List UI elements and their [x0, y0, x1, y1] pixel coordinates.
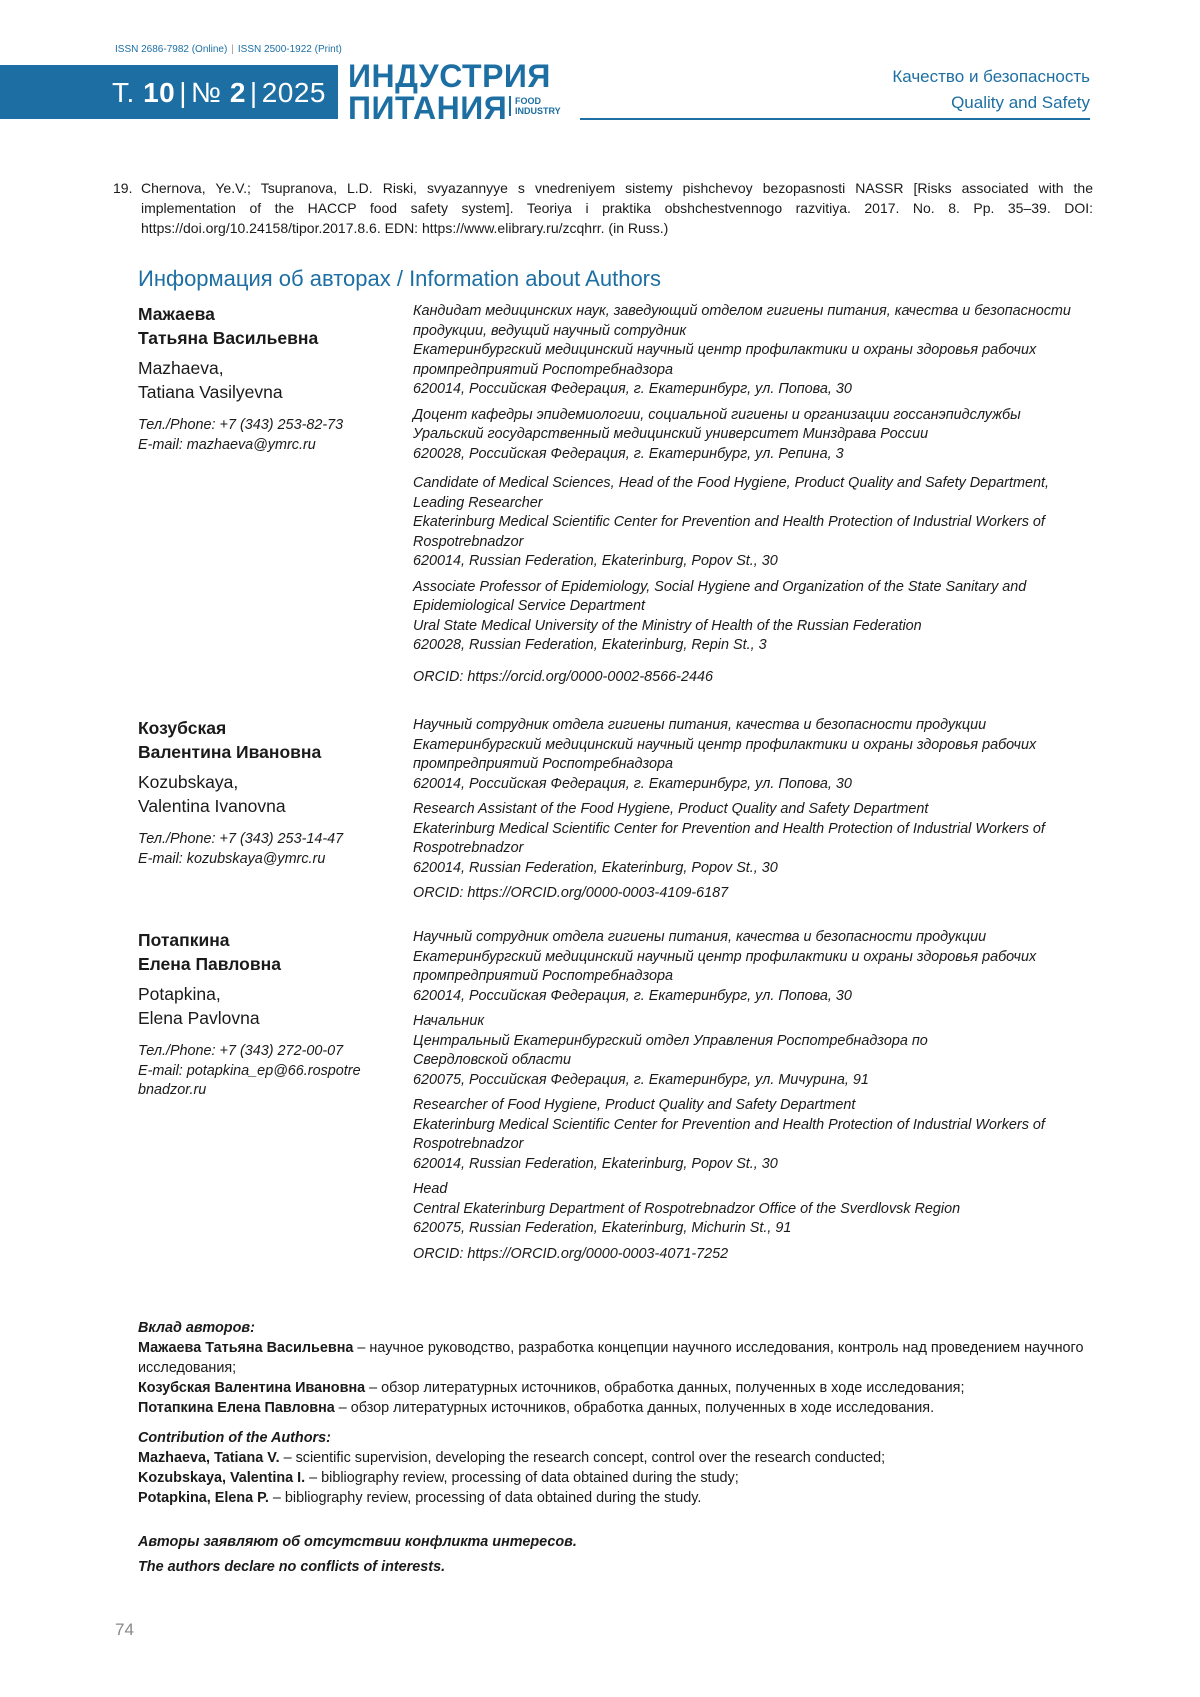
- contrib-ru-item: Козубская Валентина Ивановна – обзор литературных источников, обработка данных, полученных в ходе исследования;: [138, 1378, 1098, 1398]
- logo-line-1: ИНДУСТРИЯ: [348, 60, 551, 92]
- author-orcid: ORCID: https://ORCID.org/0000-0003-4109-6187: [413, 884, 1103, 904]
- header-rule: [580, 118, 1090, 120]
- contrib-en-heading: Contribution of the Authors:: [138, 1428, 1098, 1448]
- author-name-en: Kozubskaya, Valentina Ivanovna: [138, 770, 398, 818]
- contrib-en-item: Mazhaeva, Tatiana V. – scientific supervision, developing the research concept, control over the research conducted;: [138, 1448, 1098, 1468]
- contrib-ru-item: Потапкина Елена Павловна – обзор литературных источников, обработка данных, полученных в ходе исследования.: [138, 1398, 1098, 1418]
- volume-banner: Т. 10 | № 2 | 2025: [0, 65, 338, 119]
- contrib-ru-item: Мажаева Татьяна Васильевна – научное руководство, разработка концепции научного исследования, контроль над проведением научного исследования;: [138, 1338, 1098, 1378]
- contrib-en-item: Kozubskaya, Valentina I. – bibliography review, processing of data obtained during the study;: [138, 1468, 1098, 1488]
- affiliation-block: Associate Professor of Epidemiology, Social Hygiene and Organization of the State Sanitary and Epidemiological Service Department Ural State Medical University of the Ministry of Health of the Russian Federation 620028, Russian Federation, Ekaterinburg, Repin St., 3: [413, 578, 1103, 656]
- issn-online: ISSN 2686-7982 (Online): [115, 44, 227, 55]
- declare-en: The authors declare no conflicts of interests.: [138, 1555, 577, 1580]
- issue-number: 2: [230, 77, 246, 108]
- author-contacts: [138, 1042, 398, 1101]
- volume-t: Т.: [112, 77, 135, 108]
- affiliation-block: Кандидат медицинских наук, заведующий отделом гигиены питания, качества и безопасности продукции, ведущий научный сотрудник Екатеринбургский медицинский научный центр профилактики и охраны здоровья рабочих промпредприятий Роспотребнадзора 620014, Российская Федерация, г. Екатеринбург, ул. Попова, 30: [413, 302, 1103, 400]
- author-affiliations: [413, 716, 1103, 904]
- author-email: E-mail: potapkina_ep@66.rospotrebnadzor.ru: [138, 1062, 368, 1101]
- author-email: E-mail: mazhaeva@ymrc.ru: [138, 436, 398, 456]
- affiliation-block: Research Assistant of the Food Hygiene, Product Quality and Safety Department Ekaterinburg Medical Scientific Center for Prevention and Health Protection of Industrial Workers of Rospotrebnadzor 620014, Russian Federation, Ekaterinburg, Popov St., 30: [413, 800, 1103, 878]
- logo-sub-food: FOOD: [515, 96, 561, 106]
- author-phone: Тел./Phone: +7 (343) 253-14-47: [138, 830, 398, 850]
- logo-line-2: ПИТАНИЯ: [348, 92, 551, 124]
- logo-sub-industry: INDUSTRY: [515, 106, 561, 116]
- author-contacts: [138, 830, 398, 869]
- affiliation-block: Научный сотрудник отдела гигиены питания, качества и безопасности продукции Екатеринбургский медицинский научный центр профилактики и охраны здоровья рабочих промпредприятий Роспотребнадзора 620014, Российская Федерация, г. Екатеринбург, ул. Попова, 30: [413, 716, 1103, 794]
- author-name-ru: Козубская Валентина Ивановна: [138, 716, 398, 764]
- conflict-declaration: [138, 1530, 577, 1580]
- author-orcid: ORCID: https://ORCID.org/0000-0003-4071-7252: [413, 1245, 1103, 1265]
- reference-number: 19.: [113, 178, 132, 198]
- affiliation-block: Candidate of Medical Sciences, Head of the Food Hygiene, Product Quality and Safety Department, Leading Researcher Ekaterinburg Medical Scientific Center for Prevention and Health Protection of Industrial Workers of Rospotrebnadzor 620014, Russian Federation, Ekaterinburg, Popov St., 30: [413, 474, 1103, 572]
- page-number: 74: [115, 1620, 134, 1640]
- author-affiliations: [413, 302, 1103, 687]
- reference-item: [113, 178, 1093, 238]
- affiliation-block: Researcher of Food Hygiene, Product Quality and Safety Department Ekaterinburg Medical Scientific Center for Prevention and Health Protection of Industrial Workers of Rospotrebnadzor 620014, Russian Federation, Ekaterinburg, Popov St., 30: [413, 1096, 1103, 1174]
- author-name-en: Mazhaeva, Tatiana Vasilyevna: [138, 356, 398, 404]
- authors-info-title: Информация об авторах / Information about Authors: [138, 266, 661, 292]
- author-name-ru: Потапкина Елена Павловна: [138, 928, 398, 976]
- affiliation-block: Начальник Центральный Екатеринбургский отдел Управления Роспотребнадзора по Свердловской области 620075, Российская Федерация, г. Екатеринбург, ул. Мичурина, 91: [413, 1012, 1103, 1090]
- affiliation-block: Доцент кафедры эпидемиологии, социальной гигиены и организации госсанэпидслужбы Уральский государственный медицинский университет Минздрава России 620028, Российская Федерация, г. Екатеринбург, ул. Репина, 3: [413, 406, 1103, 465]
- contrib-en-item: Potapkina, Elena P. – bibliography review, processing of data obtained during the study.: [138, 1488, 1098, 1508]
- issue-label: №: [191, 77, 222, 108]
- declare-ru: Авторы заявляют об отсутствии конфликта интересов.: [138, 1530, 577, 1555]
- affiliation-block: Научный сотрудник отдела гигиены питания, качества и безопасности продукции Екатеринбургский медицинский научный центр профилактики и охраны здоровья рабочих промпредприятий Роспотребнадзора 620014, Российская Федерация, г. Екатеринбург, ул. Попова, 30: [413, 928, 1103, 1006]
- author-phone: Тел./Phone: +7 (343) 253-82-73: [138, 416, 398, 436]
- author-affiliations: [413, 928, 1103, 1264]
- section-heading: [892, 64, 1090, 116]
- issn-print: ISSN 2500-1922 (Print): [238, 44, 342, 55]
- logo-subtitle: [509, 96, 561, 116]
- author-contacts: [138, 416, 398, 455]
- section-ru: Качество и безопасность: [892, 64, 1090, 90]
- issn-line: ISSN 2686-7982 (Online) | ISSN 2500-1922 (Print): [115, 44, 342, 55]
- author-email: E-mail: kozubskaya@ymrc.ru: [138, 850, 398, 870]
- author-name-en: Potapkina, Elena Pavlovna: [138, 982, 398, 1030]
- author-name-ru: Мажаева Татьяна Васильевна: [138, 302, 398, 350]
- year: 2025: [262, 77, 326, 108]
- section-en: Quality and Safety: [892, 90, 1090, 116]
- journal-logo: [348, 60, 551, 124]
- reference-text: Chernova, Ye.V.; Tsupranova, L.D. Riski, svyazannyye s vnedreniyem sistemy pishchevoy bezopasnosti NASSR [Risks associated with the implementation of the HACCP food safety system]. Teoriya i praktika obshchestvennogo razvitiya. 2017. No. 8. Pp. 35–39. DOI: https://doi.org/10.24158/tipor.2017.8.6. EDN: https://www.elibrary.ru/zcqhrr. (in Russ.): [141, 178, 1093, 238]
- contributions: [138, 1318, 1098, 1508]
- volume-number: 10: [143, 77, 175, 108]
- affiliation-block: Head Central Ekaterinburg Department of Rospotrebnadzor Office of the Sverdlovsk Region 620075, Russian Federation, Ekaterinburg, Michurin St., 91: [413, 1180, 1103, 1239]
- author-phone: Тел./Phone: +7 (343) 272-00-07: [138, 1042, 398, 1062]
- contrib-ru-heading: Вклад авторов:: [138, 1318, 1098, 1338]
- author-orcid: ORCID: https://orcid.org/0000-0002-8566-2446: [413, 668, 1103, 688]
